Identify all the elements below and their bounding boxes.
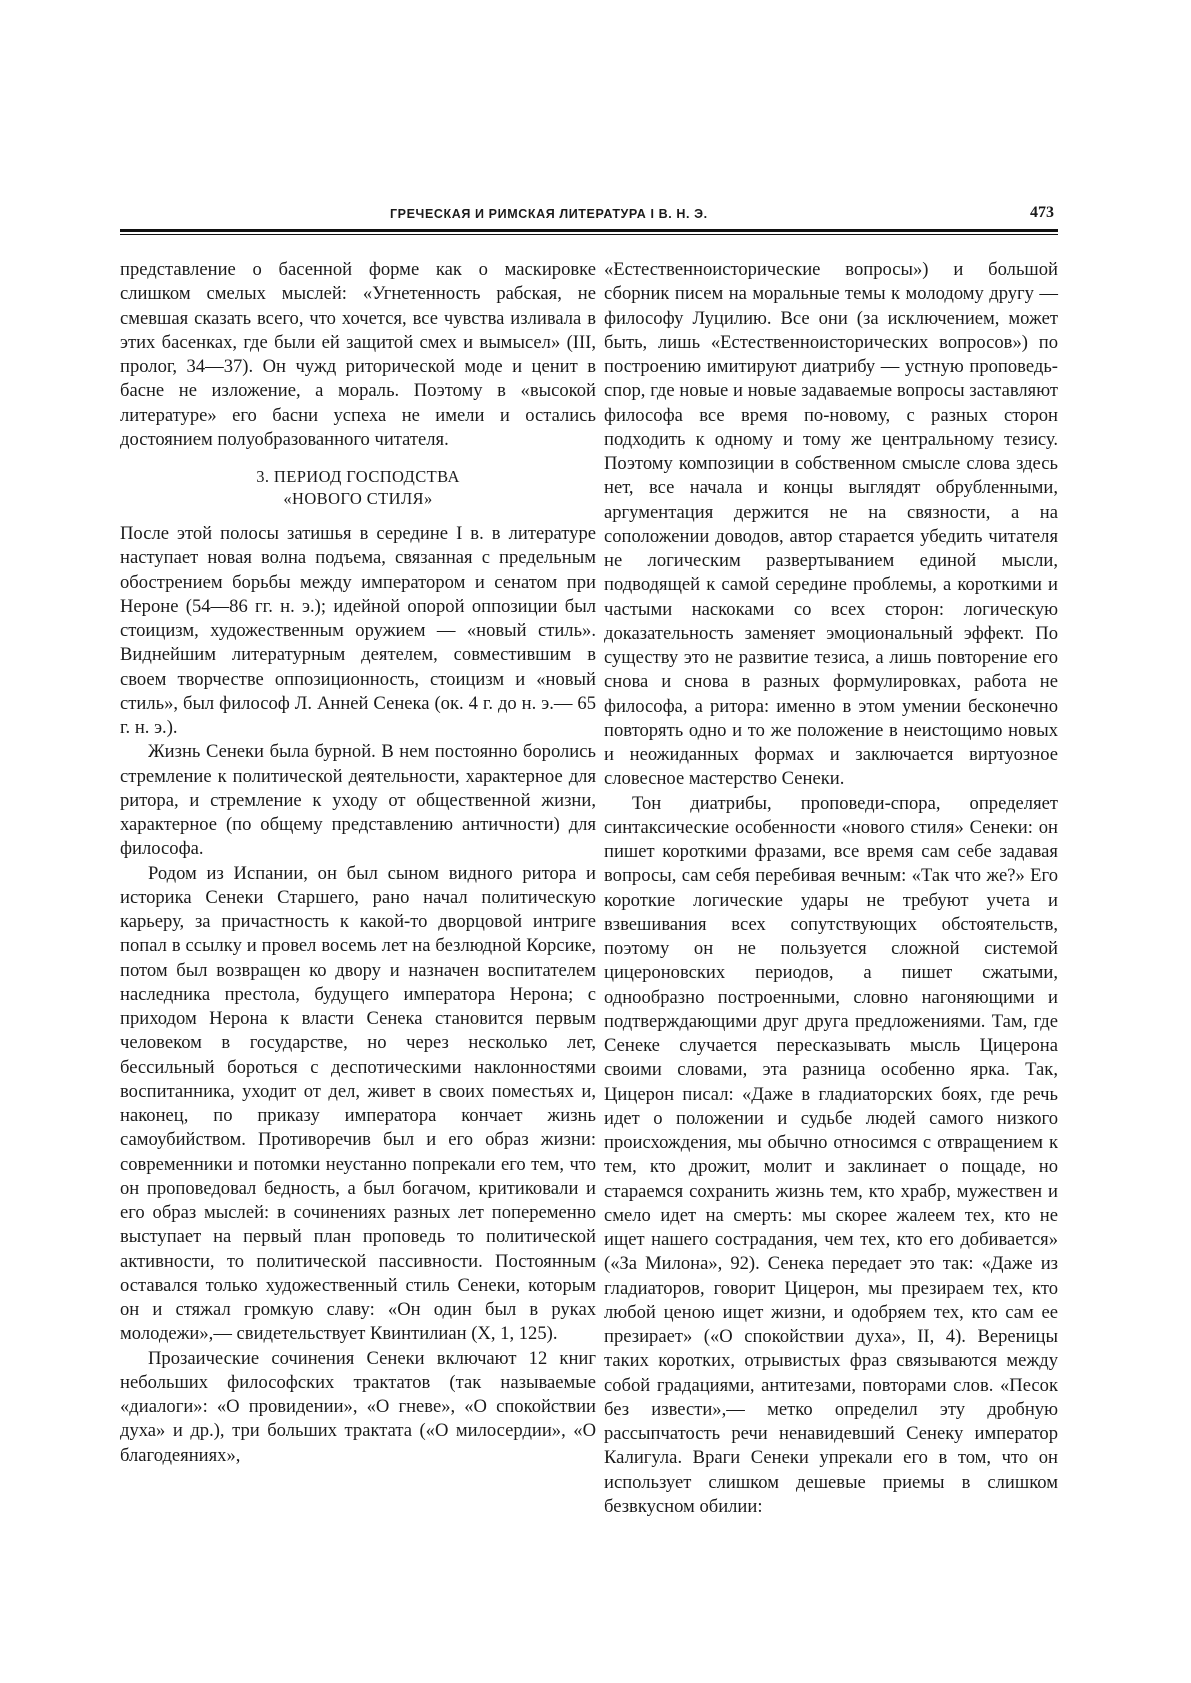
right-column	[604, 258, 1058, 1519]
section-heading	[120, 466, 596, 510]
running-head	[120, 204, 1056, 226]
header-rule	[120, 229, 1058, 232]
paragraph: Родом из Испании, он был сыном видного ритора и историка Сенеки Старшего, рано начал политическую карьеру, за причастность к какой-то дворцовой интриге попал в ссылку и провел восемь лет на безлюдной Корсике, потом был возвращен ко двору и назначен воспитателем наследника престола, будущего императора Нерона; с приходом Нерона к власти Сенека становится первым человеком в государстве, но через несколько лет, бессильный бороться с деспотическими наклонностями воспитанника, уходит от дел, живет в своих поместьях и, наконец, по приказу императора кончает жизнь самоубийством. Противоречив был и его образ жизни: современники и потомки неустанно попрекали его тем, что он проповедовал бедность, а был богачом, критиковали и его образ мыслей: в сочинениях разных лет попеременно выступает на первый план проповедь то политической активности, то политической пассивности. Постоянным оставался только художественный стиль Сенеки, которым он и стяжал громкую славу: «Он один был в руках молодежи»,— свидетельствует Квинтилиан (X, 1, 125).	[120, 862, 596, 1345]
paragraph: Прозаические сочинения Сенеки включают 12 книг небольших философских трактатов (так называемые «диалоги»: «О провидении», «О гневе», «О спокойствии духа» и др.), три больших трактата («О милосердии», «О благодеяниях»,	[120, 1347, 596, 1466]
paragraph: «Естественноисторические вопросы») и большой сборник писем на моральные темы к молодому другу — философу Луцилию. Все они (за исключением, может быть, лишь «Естественноисторических вопросов») по построению имитируют диатрибу — устную проповедь-спор, где новые и новые задаваемые вопросы заставляют философа все время по-новому, с разных сторон подходить к одному и тому же центральному тезису. Поэтому композиции в собственном смысле слова здесь нет, все начала и концы выглядят обрубленными, аргументация держится не на связности, а на соположении доводов, автор старается убедить читателя не логическим развертыванием единой мысли, подводящей к самой середине проблемы, а короткими и частыми наскоками со всех сторон: логическую доказательность заменяет эмоциональный эффект. По существу это не развитие тезиса, а лишь повторение его снова и снова в разных формулировках, работа не философа, а ритора: именно в этом умении бесконечно повторять одно и то же положение в неистощимо новых и неожиданных формах и заключается виртуозное словесное мастерство Сенеки.	[604, 259, 1058, 790]
section-heading-line: 3. ПЕРИОД ГОСПОДСТВА	[256, 467, 460, 486]
running-head-title: ГРЕЧЕСКАЯ И РИМСКАЯ ЛИТЕРАТУРА I В. Н. Э.	[390, 207, 708, 221]
header-rule-thin	[120, 234, 1058, 235]
section-heading-line: «НОВОГО СТИЛЯ»	[283, 489, 433, 508]
paragraph: Жизнь Сенеки была бурной. В нем постоянно боролись стремление к политической деятельности, характерное для ритора, и стремление к уходу от общественной жизни, характерное (по общему представлению античности) для философа.	[120, 741, 596, 860]
paragraph: представление о басенной форме как о маскировке слишком смелых мыслей: «Угнетенность рабская, не смевшая сказать всего, что хочется, все чувства изливала в этих басенках, где были ей защитой смех и вымысел» (III, пролог, 34—37). Он чужд риторической моде и ценит в басне не изложение, а мораль. Поэтому в «высокой литературе» его басни успеха не имели и остались достоянием полуобразованного читателя.	[120, 259, 596, 450]
left-column	[120, 258, 596, 1468]
paragraph: Тон диатрибы, проповеди-спора, определяет синтаксические особенности «нового стиля» Сенеки: он пишет короткими фразами, все время сам себе задавая вопросы, сам себя перебивая вечным: «Так что же?» Его короткие логические удары не требуют учета и взвешивания всех сопутствующих обстоятельств, поэтому он не пользуется сложной системой цицероновских периодов, а пишет сжатыми, однообразно построенными, словно нагоняющими и подтверждающими друг друга предложениями. Там, где Сенеке случается пересказывать мысль Цицерона своими словами, эта разница особенно ярка. Так, Цицерон писал: «Даже в гладиаторских боях, где речь идет о положении и судьбе людей самого низкого происхождения, мы обычно относимся с отвращением к тем, кто дрожит, молит и заклинает о пощаде, но стараемся сохранить жизнь тем, кто храбр, мужествен и смело идет на смерть: мы скорее жалеем тех, кто не ищет нашего сострадания, чем тех, кто его добивается» («За Милона», 92). Сенека передает это так: «Даже из гладиаторов, говорит Цицерон, мы презираем тех, кто любой ценою ищет жизни, и одобряем тех, кто сам ее презирает» («О спокойствии духа», II, 4). Вереницы таких коротких, отрывистых фраз связываются между собой градациями, антитезами, повторами слов. «Песок без извести»,— метко определил эту дробную рассыпчатость речи ненавидевший Сенеку император Калигула. Враги Сенеки упрекали его в том, что он использует слишком дешевые приемы в слишком безвкусном обилии:	[604, 792, 1058, 1517]
page-number: 473	[1030, 204, 1054, 221]
paragraph: После этой полосы затишья в середине I в. в литературе наступает новая волна подъема, связанная с предельным обострением борьбы между императором и сенатом при Нероне (54—86 гг. н. э.); идейной опорой оппозиции был стоицизм, художественным оружием — «новый стиль». Виднейшим литературным деятелем, совместившим в своем творчестве оппозиционность, стоицизм и «новый стиль», был философ Л. Анней Сенека (ок. 4 г. до н. э.— 65 г. н. э.).	[120, 523, 596, 738]
